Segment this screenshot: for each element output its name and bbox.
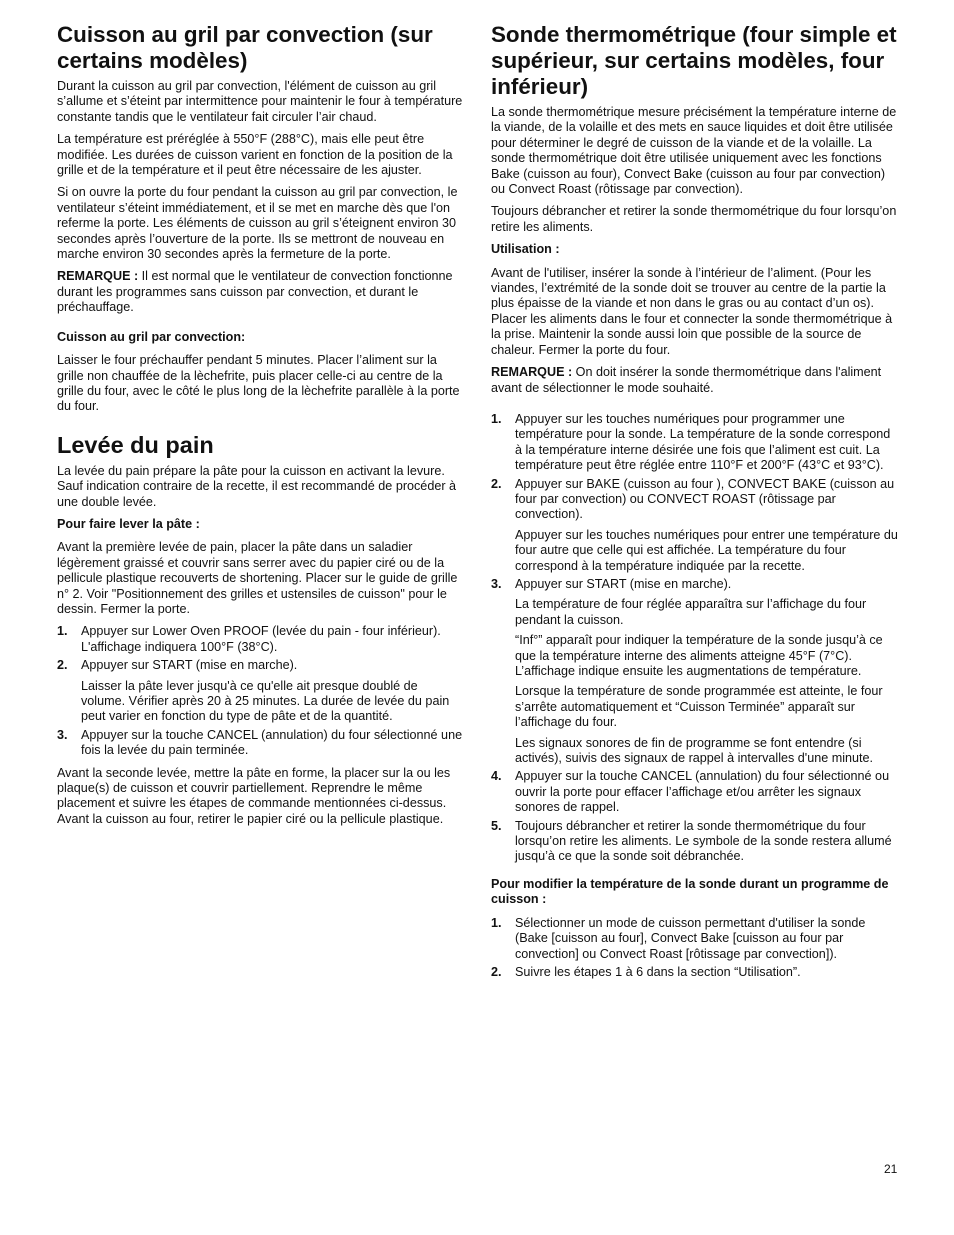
step-item	[491, 769, 899, 815]
step-text: Appuyer sur la touche CANCEL (annulation) du four sélectionné une fois la levée du pain terminée.	[81, 727, 463, 758]
step-detail: Laisser la pâte lever jusqu'à ce qu'elle ait presque doublé de volume. Vérifier après 20 à 25 minutes. La durée de levée du pain peut varier en fonction du type de pâte et de la quantité.	[81, 678, 450, 724]
step-text: Appuyer sur Lower Oven PROOF (levée du pain - four inférieur). L'affichage indiquera 100°F (38°C).	[81, 624, 441, 654]
step-number: 5.	[491, 818, 502, 833]
paragraph: Si on ouvre la porte du four pendant la cuisson au gril par convection, le ventilateur s’éteint immédiatement, et il se met en marche dès que l'on referme la porte. Les éléments de cuisson au gril s’éteignent environ 30 secondes après l’ouverture de la porte. Ils se mettront de nouveau en marche environ 30 secondes après la fermeture de la porte.	[57, 185, 458, 262]
step-text: Toujours débrancher et retirer la sonde thermométrique du four lorsqu’on retire les aliments. Le symbole de la sonde restera allumé jusqu’à ce que la sonde soit débranchée.	[515, 818, 892, 864]
step-number: 3.	[57, 727, 68, 742]
step-detail: Les signaux sonores de fin de programme se font entendre (si activés), suivis des signaux de rappel à intervalles d'une minute.	[515, 735, 874, 766]
section-title-temperature-probe: Sonde thermométrique (four simple et supérieur, sur certains modèles, four inférieur)	[491, 22, 897, 99]
step-text: Appuyer sur START (mise en marche).	[81, 658, 298, 673]
step-number: 3.	[491, 576, 502, 591]
paragraph: Avant de l'utiliser, insérer la sonde à l’intérieur de l’aliment. (Pour les viandes, l’extrémité de la sonde doit se trouver au centre de la partie la plus épaisse de la viande et non dans le gras ou au contact d’un os). Placer les aliments dans le four et connecter la sonde thermométrique à la prise. Maintenir la sonde aussi loin que possible de la source de chaleur. Fermer la porte du four.	[491, 265, 893, 357]
paragraph: Avant la première levée de pain, placer la pâte dans un saladier légèrement graissé et couvrir sans serrer avec du papier ciré ou de la pellicule plastique recouverts de shortening. Placer sur le guide de grille n° 2. Voir "Positionnement des grilles et ustensiles de cuisson" pour le dessin. Fermer la porte.	[57, 540, 458, 616]
note-label: REMARQUE :	[491, 365, 573, 380]
paragraph: Durant la cuisson au gril par convection, l'élément de cuisson au gril s’allume et s’éteint par intermittence pour maintenir le four à température constante tandis que le ventilateur fait circuler l’air chaud.	[57, 79, 463, 124]
paragraph: Avant la seconde levée, mettre la pâte en forme, la placer sur la ou les plaque(s) de cuisson et couvrir partiellement. Reprendre le même placement et suivre les étapes de commande mentionnées ci-dessus. Avant la cuisson au four, retirer le papier ciré ou la pellicule plastique.	[57, 765, 451, 826]
step-item	[57, 624, 463, 655]
step-item	[491, 577, 899, 766]
section-title-convection-broil: Cuisson au gril par convection (sur certains modèles)	[57, 22, 433, 73]
step-item	[491, 819, 899, 865]
note-text: On doit insérer la sonde thermométrique dans l'aliment avant de sélectionner le mode souhaité.	[491, 365, 882, 395]
paragraph: La température est préréglée à 550°F (288°C), mais elle peut être modifiée. Les durées de cuisson varient en fonction de la position de la grille et de la température et il peut être nécessaire de les ajuster.	[57, 132, 453, 178]
right-column	[491, 22, 899, 987]
page-number: 21	[884, 1162, 898, 1176]
probe-steps	[491, 412, 899, 865]
step-number: 4.	[491, 769, 502, 784]
note	[57, 269, 463, 315]
subheading-proof-dough: Pour faire lever la pâte :	[57, 516, 200, 531]
paragraph: Toujours débrancher et retirer la sonde thermométrique du four lorsqu’on retire les aliments.	[491, 204, 897, 234]
step-number: 2.	[57, 658, 68, 673]
modify-probe-steps	[491, 916, 899, 981]
step-number: 2.	[491, 476, 502, 491]
step-number: 2.	[491, 964, 502, 979]
step-text: Appuyer sur START (mise en marche).	[515, 576, 732, 591]
subheading-convection-broil: Cuisson au gril par convection:	[57, 329, 246, 344]
subheading-usage: Utilisation :	[491, 242, 560, 257]
step-item	[491, 916, 899, 962]
step-text: Suivre les étapes 1 à 6 dans la section “Utilisation”.	[515, 964, 801, 979]
step-text: Sélectionner un mode de cuisson permettant d'utiliser la sonde (Bake [cuisson au four], Convect Bake [cuisson au four par convection] ou Convect Roast [rôtissage par convection]).	[515, 915, 866, 961]
step-item	[491, 477, 899, 574]
step-text: Appuyer sur les touches numériques pour programmer une température pour la sonde. La température de la sonde correspond à la température interne désirée une fois que l’aliment est cuit. La température peut être réglée entre 110°F et 200°F (43°C et 93°C).	[515, 411, 891, 473]
step-detail: Appuyer sur les touches numériques pour entrer une température du four autre que celle qui est affichée. La température du four correspond à la température indiquée par la recette.	[515, 527, 898, 573]
step-detail: La température de four réglée apparaîtra sur l’affichage du four pendant la cuisson.	[515, 597, 867, 627]
step-detail: Lorsque la température de sonde programmée est atteinte, le four s’arrête automatiquement et “Cuisson Terminée” apparaît sur l’affichage du four.	[515, 684, 883, 730]
step-number: 1.	[57, 624, 68, 639]
step-item	[57, 728, 463, 759]
step-item	[491, 412, 899, 474]
step-text: Appuyer sur BAKE (cuisson au four ), CONVECT BAKE (cuisson au four par convection) ou CONVECT ROAST (rôtissage par convection).	[515, 476, 895, 522]
step-item	[57, 658, 463, 725]
proofing-steps	[57, 624, 463, 758]
paragraph: La levée du pain prépare la pâte pour la cuisson en activant la levure. Sauf indication contraire de la recette, il est recommandé de procéder à une double levée.	[57, 463, 457, 509]
step-text: Appuyer sur la touche CANCEL (annulation) du four sélectionné ou ouvrir la porte pour effacer l’affichage et/ou arrêter les signaux sonores de rappel.	[515, 769, 890, 815]
paragraph: Laisser le four préchauffer pendant 5 minutes. Placer l’aliment sur la grille non chauffée de la lèchefrite, puis placer celle-ci au centre de la grille du four, avec le côté le plus long de la lèchefrite parallèle à la porte du four.	[57, 353, 460, 414]
paragraph: La sonde thermométrique mesure précisément la température interne de la viande, de la volaille et des mets en sauce liquides et doit être utilisée pour déterminer le degré de cuisson de la viande et de la volaille. La sonde thermométrique doit être utilisée uniquement avec les fonctions Bake (cuisson au four), Convect Bake (cuisson au four par convection) ou Convect Roast (rôtissage par convection).	[491, 105, 897, 197]
step-item	[491, 965, 899, 980]
note-text: Il est normal que le ventilateur de convection fonctionne durant les programmes sans cuisson par convection, et durant le préchauffage.	[57, 269, 453, 315]
left-column	[57, 22, 463, 834]
step-number: 1.	[491, 915, 502, 930]
section-title-proofing: Levée du pain	[57, 431, 214, 458]
step-number: 1.	[491, 411, 502, 426]
step-detail: “Inf°” apparaît pour indiquer la température de la sonde jusqu’à ce que la température interne des aliments atteigne 45°F (7°C). L’affichage indique ensuite les augmentations de température.	[515, 633, 883, 678]
note-label: REMARQUE :	[57, 269, 139, 284]
note	[491, 365, 899, 396]
subheading-modify-probe-temp: Pour modifier la température de la sonde durant un programme de cuisson :	[491, 876, 889, 907]
